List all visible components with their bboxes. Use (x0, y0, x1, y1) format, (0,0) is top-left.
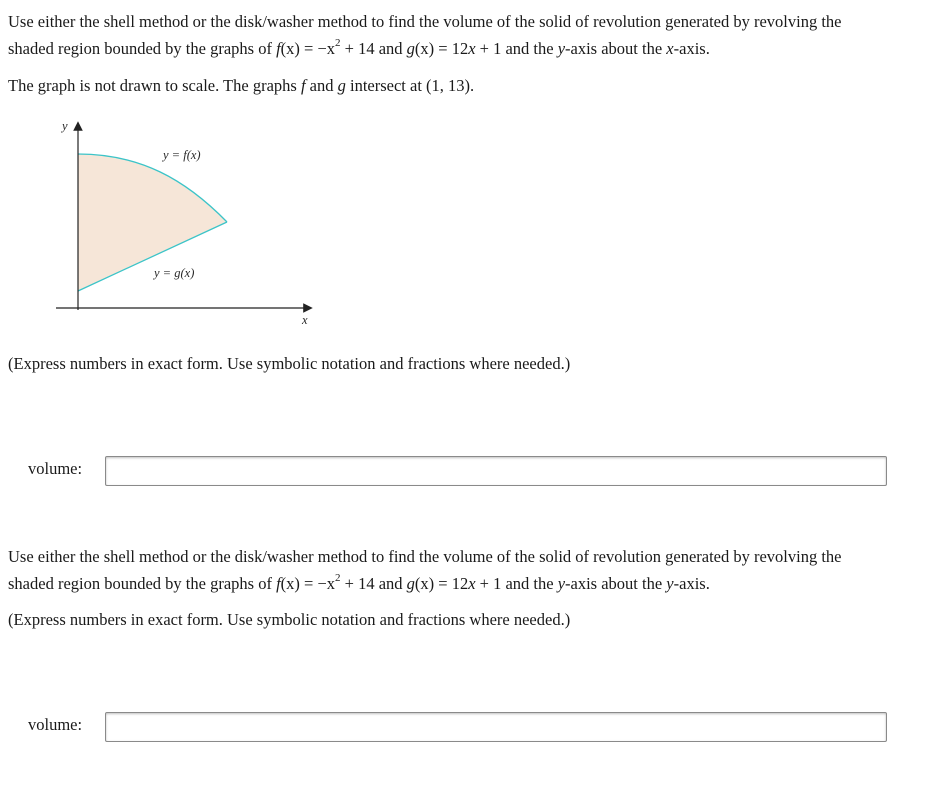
problem2-intro-line2: shaded region bounded by the graphs of (8, 574, 277, 593)
problem1-express-note: (Express numbers in exact form. Use symbolic notation and fractions where needed.) (8, 354, 571, 373)
problem1-g-x: x (468, 39, 476, 58)
f-curve-label: y = f(x) (163, 148, 201, 162)
problem2-statement (8, 543, 922, 597)
scale-note-text1: The graph is not drawn to scale. The graphs (8, 76, 301, 95)
problem2-volume-input[interactable] (105, 712, 887, 742)
problem2-about-suffix: -axis. (673, 574, 710, 593)
problem1-intro-line2: shaded region bounded by the graphs of (8, 39, 277, 58)
problem1-axis-y: y (557, 39, 566, 58)
problem2-axis-y: y (557, 574, 566, 593)
y-axis-label: y (62, 119, 68, 133)
problem1-about-suffix: -axis. (673, 39, 710, 58)
problem1-g-rest: + 1 and the (475, 39, 558, 58)
region-graph (50, 114, 320, 336)
problem2-axis-text: -axis about the (565, 574, 667, 593)
problem1-g-def: (x) = 12 (414, 39, 469, 58)
problem2-f-exponent: 2 (335, 571, 341, 584)
problem2-g-x: x (468, 574, 476, 593)
problem1-g-name: g (406, 39, 415, 58)
x-axis-label: x (302, 313, 308, 327)
problem1-f-def: (x) = −x (280, 39, 336, 58)
problem1-volume-input[interactable] (105, 456, 887, 486)
scale-note (8, 72, 922, 99)
problem2-g-def: (x) = 12 (414, 574, 469, 593)
problem1-f-name: f (276, 39, 281, 58)
problem2-g-name: g (406, 574, 415, 593)
scale-note-and: and (305, 76, 338, 95)
problem2-f-rest: + 14 and (340, 574, 407, 593)
problem1-intro-line1: Use either the shell method or the disk/washer method to find the volume of the solid of revolution generated by revolving the (8, 12, 842, 31)
problem1-f-rest: + 14 and (340, 39, 407, 58)
problem2-express-note: (Express numbers in exact form. Use symbolic notation and fractions where needed.) (8, 610, 571, 629)
problem2-g-rest: + 1 and the (475, 574, 558, 593)
problem2-volume-label: volume: (28, 715, 83, 734)
g-line-label: y = g(x) (154, 266, 195, 280)
scale-note-g: g (337, 76, 346, 95)
problem1-statement (8, 8, 922, 62)
scale-note-f: f (300, 76, 306, 95)
problem1-about-axis: x (666, 39, 674, 58)
problem1-axis-text: -axis about the (565, 39, 667, 58)
shaded-region (78, 154, 227, 291)
problem2-f-name: f (276, 574, 281, 593)
problem2-intro-line1: Use either the shell method or the disk/washer method to find the volume of the solid of revolution generated by revolving the (8, 547, 842, 566)
problem2-f-def: (x) = −x (280, 574, 336, 593)
scale-note-text2: intersect at (1, 13). (345, 76, 475, 95)
problem1-volume-label: volume: (28, 459, 83, 478)
problem1-f-exponent: 2 (335, 36, 341, 49)
problem2-about-axis: y (666, 574, 674, 593)
